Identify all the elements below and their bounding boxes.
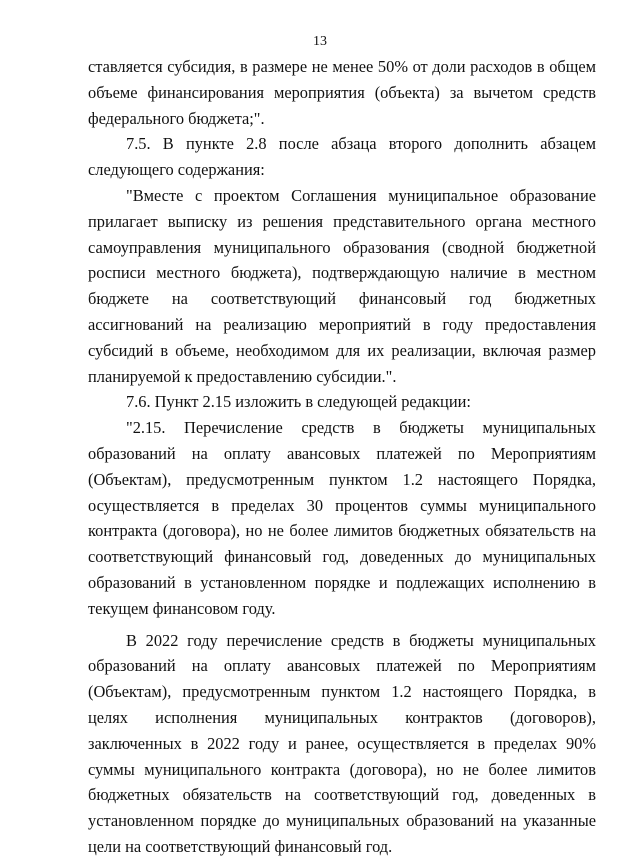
paragraph-item-7-6: 7.6. Пункт 2.15 изложить в следующей редакции: [126, 392, 471, 412]
paragraph-item-7-5: 7.5. В пункте 2.8 после абзаца второго дополнить абзацем следующего содержания: [88, 134, 596, 180]
paragraph-continuation: ставляется субсидия, в размере не менее 50% от доли расходов в общем объеме финансирования мероприятия (объекта) за вычетом средств федерального бюджета;". [88, 57, 596, 128]
document-body [88, 54, 596, 860]
paragraph-2022-transfer: В 2022 году перечисление средств в бюджеты муниципальных образований на оплату авансовых платежей по Мероприятиям (Объектам), предусмотренным пунктом 1.2 настоящего Порядка, в целях исполнения муниципальных контрактов (договоров), заключенных в 2022 году и ранее, осуществляется в пределах 90% суммы муниципального контракта (договора), но не более лимитов бюджетных обязательств на соответствующий год, доведенных в установленном порядке до муниципальных образований на указанные цели на соответствующий финансовый год. [88, 630, 596, 856]
paragraph-clause-2-15: "2.15. Перечисление средств в бюджеты муниципальных образований на оплату авансовых платежей по Мероприятиям (Объектам), предусмотренным пунктом 1.2 настоящего Порядка, осуществляется в пределах 30 процентов суммы муниципального контракта (договора), но не более лимитов бюджетных обязательств на соответствующий финансовый год, доведенных до муниципальных образований в установленном порядке и подлежащих исполнению в текущем финансовом году. [88, 418, 596, 618]
page-number: 13 [313, 34, 327, 49]
paragraph-quoted-addition: "Вместе с проектом Соглашения муниципальное образование прилагает выписку из решения представительного органа местного самоуправления муниципального образования (сводной бюджетной росписи местного бюджета), подтверждающую наличие в местном бюджете на соответствующий финансовый год бюджетных ассигнований на реализацию мероприятий в году предоставления субсидий в объеме, необходимом для их реализации, включая размер планируемой к предоставлению субсидии.". [88, 185, 596, 386]
